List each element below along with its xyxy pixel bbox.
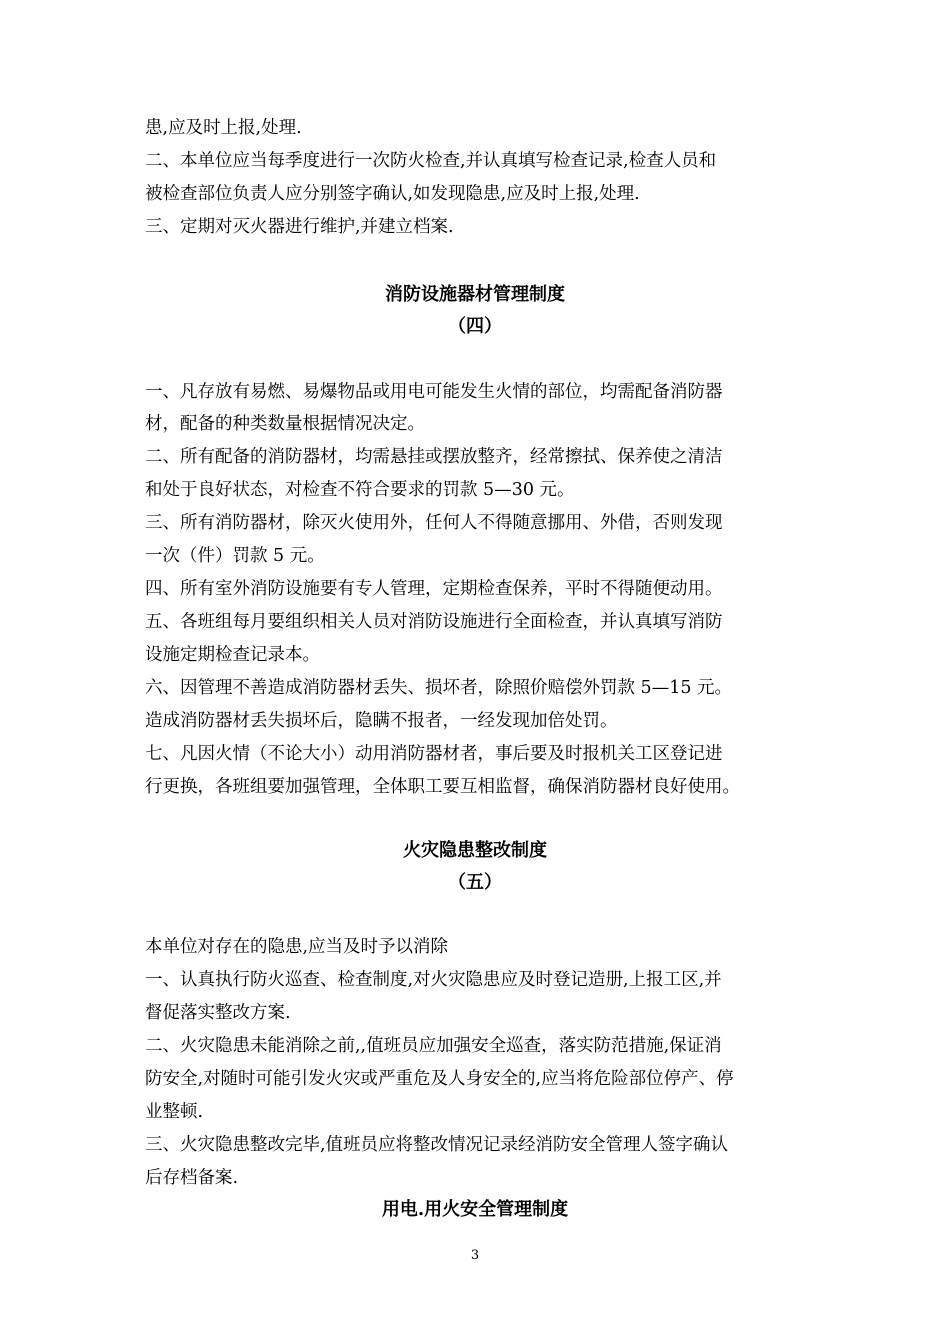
paragraph-line: 和处于良好状态，对检查不符合要求的罚款 5—30 元。 <box>145 480 575 500</box>
paragraph-line: 七、凡因火情（不论大小）动用消防器材者，事后要及时报机关工区登记进 <box>145 744 723 764</box>
paragraph-line: 材，配备的种类数量根据情况决定。 <box>145 414 425 434</box>
paragraph-line: 患,应及时上报,处理. <box>145 118 302 138</box>
paragraph-line: 业整顿. <box>145 1102 204 1122</box>
paragraph-line: 行更换，各班组要加强管理，全体职工要互相监督，确保消防器材良好使用。 <box>145 777 740 797</box>
paragraph-line: 四、所有室外消防设施要有专人管理，定期检查保养，平时不得随便动用。 <box>145 579 723 599</box>
paragraph-line: 造成消防器材丢失损坏后，隐瞒不报者，一经发现加倍处罚。 <box>145 711 618 731</box>
paragraph-line: 二、火灾隐患未能消除之前,,值班员应加强安全巡查，落实防范措施,保证消 <box>145 1036 722 1056</box>
section-number: （五） <box>448 872 502 893</box>
section-title: 火灾隐患整改制度 <box>403 840 547 861</box>
paragraph-line: 本单位对存在的隐患,应当及时予以消除 <box>145 937 449 957</box>
paragraph-line: 五、各班组每月要组织相关人员对消防设施进行全面检查，并认真填写消防 <box>145 612 723 632</box>
paragraph-line: 防安全,对随时可能引发火灾或严重危及人身安全的,应当将危险部位停产、停 <box>145 1069 734 1089</box>
paragraph-line: 三、所有消防器材，除灭火使用外，任何人不得随意挪用、外借，否则发现 <box>145 513 723 533</box>
paragraph-line: 一次（件）罚款 5 元。 <box>145 546 325 566</box>
paragraph-line: 设施定期检查记录本。 <box>145 645 320 665</box>
paragraph-line: 一、凡存放有易燃、易爆物品或用电可能发生火情的部位，均需配备消防器 <box>145 382 723 402</box>
paragraph-line: 二、本单位应当每季度进行一次防火检查,并认真填写检查记录,检查人员和 <box>145 151 717 171</box>
paragraph-line: 被检查部位负责人应分别签字确认,如发现隐患,应及时上报,处理. <box>145 184 640 204</box>
paragraph-line: 六、因管理不善造成消防器材丢失、损坏者，除照价赔偿外罚款 5—15 元。 <box>145 678 733 698</box>
page-number: 3 <box>470 1248 480 1263</box>
paragraph-line: 二、所有配备的消防器材，均需悬挂或摆放整齐，经常擦拭、保养使之清洁 <box>145 447 723 467</box>
paragraph-line: 后存档备案. <box>145 1168 239 1188</box>
paragraph-line: 一、认真执行防火巡查、检查制度,对火灾隐患应及时登记造册,上报工区,并 <box>145 970 722 990</box>
section-title: 用电.用火安全管理制度 <box>381 1199 569 1220</box>
section-title: 消防设施器材管理制度 <box>385 284 565 305</box>
paragraph-line: 三、火灾隐患整改完毕,值班员应将整改情况记录经消防安全管理人签字确认 <box>145 1135 729 1155</box>
section-number: （四） <box>448 316 502 337</box>
paragraph-line: 督促落实整改方案. <box>145 1003 291 1023</box>
paragraph-line: 三、定期对灭火器进行维护,并建立档案. <box>145 217 454 237</box>
